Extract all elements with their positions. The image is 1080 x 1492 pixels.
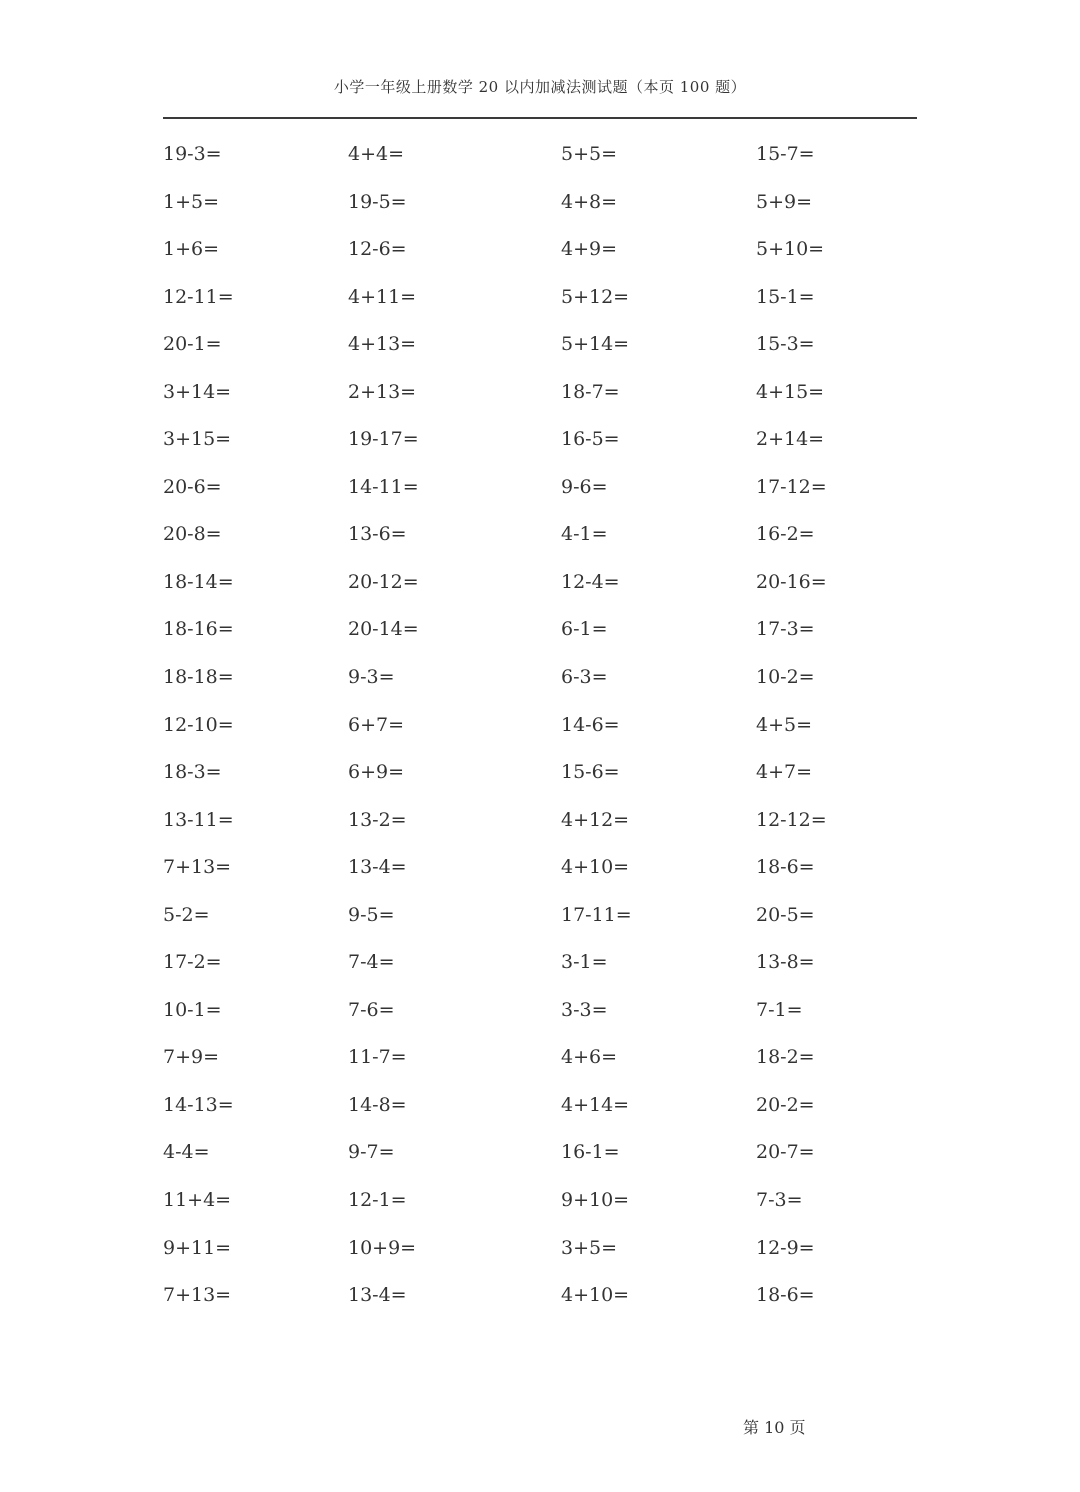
math-problem: 12-10= <box>163 713 234 736</box>
math-problem: 9-7= <box>348 1141 395 1164</box>
math-problem: 7+9= <box>163 1046 220 1069</box>
math-problem: 4+5= <box>756 713 813 736</box>
math-problem: 6-1= <box>561 618 608 641</box>
math-problem: 13-11= <box>163 808 234 831</box>
math-problem: 18-3= <box>163 761 222 784</box>
problem-row <box>163 750 923 798</box>
math-problem: 18-6= <box>756 856 815 879</box>
problem-row <box>163 275 923 323</box>
problem-row <box>163 655 923 703</box>
math-problem: 6-3= <box>561 666 608 689</box>
math-problem: 17-12= <box>756 475 827 498</box>
math-problem: 20-2= <box>756 1093 815 1116</box>
math-problem: 9+11= <box>163 1236 232 1259</box>
math-problem: 17-3= <box>756 618 815 641</box>
math-problem: 12-1= <box>348 1189 407 1212</box>
math-problem: 12-12= <box>756 808 827 831</box>
math-problem: 7-3= <box>756 1189 803 1212</box>
problem-row <box>163 988 923 1036</box>
math-problem: 20-16= <box>756 570 827 593</box>
math-problem: 7-6= <box>348 998 395 1021</box>
math-problem: 1+5= <box>163 190 220 213</box>
math-problem: 11+4= <box>163 1189 232 1212</box>
math-problem: 3-3= <box>561 998 608 1021</box>
math-problem: 20-1= <box>163 333 222 356</box>
math-problem: 15-3= <box>756 333 815 356</box>
math-problem: 13-4= <box>348 856 407 879</box>
math-problem: 4+13= <box>348 333 417 356</box>
math-problem: 12-4= <box>561 570 620 593</box>
math-problem: 4+7= <box>756 761 813 784</box>
problem-row <box>163 1226 923 1274</box>
problem-row <box>163 417 923 465</box>
math-problem: 4-1= <box>561 523 608 546</box>
math-problem: 4+10= <box>561 856 630 879</box>
math-problem: 10-2= <box>756 666 815 689</box>
math-problem: 13-2= <box>348 808 407 831</box>
math-problem: 1+6= <box>163 238 220 261</box>
math-problem: 20-8= <box>163 523 222 546</box>
math-problem: 3+14= <box>163 380 232 403</box>
problem-row <box>163 322 923 370</box>
math-problem: 17-11= <box>561 903 632 926</box>
math-problem: 4+9= <box>561 238 618 261</box>
math-problem: 2+14= <box>756 428 825 451</box>
math-problem: 4+10= <box>561 1284 630 1307</box>
problem-row <box>163 1035 923 1083</box>
header-divider <box>163 117 917 119</box>
math-problem: 5+14= <box>561 333 630 356</box>
math-problem: 14-6= <box>561 713 620 736</box>
math-problem: 7-4= <box>348 951 395 974</box>
math-problem: 19-17= <box>348 428 419 451</box>
problem-row <box>163 845 923 893</box>
math-problem: 9-3= <box>348 666 395 689</box>
math-problem: 5+5= <box>561 143 618 165</box>
math-problem: 18-7= <box>561 380 620 403</box>
math-problem: 4+8= <box>561 190 618 213</box>
problem-row <box>163 1083 923 1131</box>
math-problem: 6+9= <box>348 761 405 784</box>
math-problem: 15-6= <box>561 761 620 784</box>
math-problem: 20-5= <box>756 903 815 926</box>
problem-row <box>163 1273 923 1321</box>
math-problem: 16-1= <box>561 1141 620 1164</box>
math-problem: 12-9= <box>756 1236 815 1259</box>
math-problem: 12-6= <box>348 238 407 261</box>
math-problem: 4+14= <box>561 1093 630 1116</box>
math-problem: 7+13= <box>163 856 232 879</box>
math-problem: 3-1= <box>561 951 608 974</box>
math-problem: 4+12= <box>561 808 630 831</box>
math-problem: 18-6= <box>756 1284 815 1307</box>
math-problem: 9+10= <box>561 1189 630 1212</box>
problem-row <box>163 180 923 228</box>
problem-row <box>163 893 923 941</box>
math-problem: 15-7= <box>756 143 815 165</box>
problem-grid <box>163 132 923 1321</box>
math-problem: 20-12= <box>348 570 419 593</box>
math-problem: 6+7= <box>348 713 405 736</box>
math-problem: 20-6= <box>163 475 222 498</box>
math-problem: 9-6= <box>561 475 608 498</box>
math-problem: 3+5= <box>561 1236 618 1259</box>
math-problem: 20-14= <box>348 618 419 641</box>
math-problem: 4+15= <box>756 380 825 403</box>
math-problem: 4+11= <box>348 285 417 308</box>
page-number: 第 10 页 <box>743 1418 806 1437</box>
problem-row <box>163 940 923 988</box>
math-problem: 15-1= <box>756 285 815 308</box>
math-problem: 19-5= <box>348 190 407 213</box>
math-problem: 5+10= <box>756 238 825 261</box>
math-problem: 3+15= <box>163 428 232 451</box>
math-problem: 5-2= <box>163 903 210 926</box>
math-problem: 14-13= <box>163 1093 234 1116</box>
page-title: 小学一年级上册数学 20 以内加减法测试题（本页 100 题） <box>333 78 747 96</box>
problem-row <box>163 1130 923 1178</box>
math-problem: 12-11= <box>163 285 234 308</box>
math-problem: 13-4= <box>348 1284 407 1307</box>
math-problem: 16-5= <box>561 428 620 451</box>
math-problem: 2+13= <box>348 380 417 403</box>
math-problem: 16-2= <box>756 523 815 546</box>
math-problem: 18-14= <box>163 570 234 593</box>
problem-row <box>163 607 923 655</box>
math-problem: 4+4= <box>348 143 405 165</box>
math-problem: 4-4= <box>163 1141 210 1164</box>
math-problem: 19-3= <box>163 143 222 165</box>
math-problem: 4+6= <box>561 1046 618 1069</box>
math-problem: 13-6= <box>348 523 407 546</box>
math-problem: 10+9= <box>348 1236 417 1259</box>
math-problem: 9-5= <box>348 903 395 926</box>
math-problem: 18-16= <box>163 618 234 641</box>
problem-row <box>163 370 923 418</box>
problem-row <box>163 132 923 180</box>
math-problem: 7+13= <box>163 1284 232 1307</box>
math-problem: 13-8= <box>756 951 815 974</box>
math-problem: 14-11= <box>348 475 419 498</box>
math-problem: 17-2= <box>163 951 222 974</box>
math-problem: 18-2= <box>756 1046 815 1069</box>
problem-row <box>163 227 923 275</box>
math-problem: 5+12= <box>561 285 630 308</box>
math-problem: 20-7= <box>756 1141 815 1164</box>
math-problem: 7-1= <box>756 998 803 1021</box>
math-problem: 18-18= <box>163 666 234 689</box>
problem-row <box>163 512 923 560</box>
problem-row <box>163 465 923 513</box>
math-problem: 10-1= <box>163 998 222 1021</box>
problem-row <box>163 560 923 608</box>
problem-row <box>163 1178 923 1226</box>
math-problem: 11-7= <box>348 1046 407 1069</box>
problem-row <box>163 798 923 846</box>
problem-row <box>163 703 923 751</box>
math-problem: 5+9= <box>756 190 813 213</box>
math-problem: 14-8= <box>348 1093 407 1116</box>
